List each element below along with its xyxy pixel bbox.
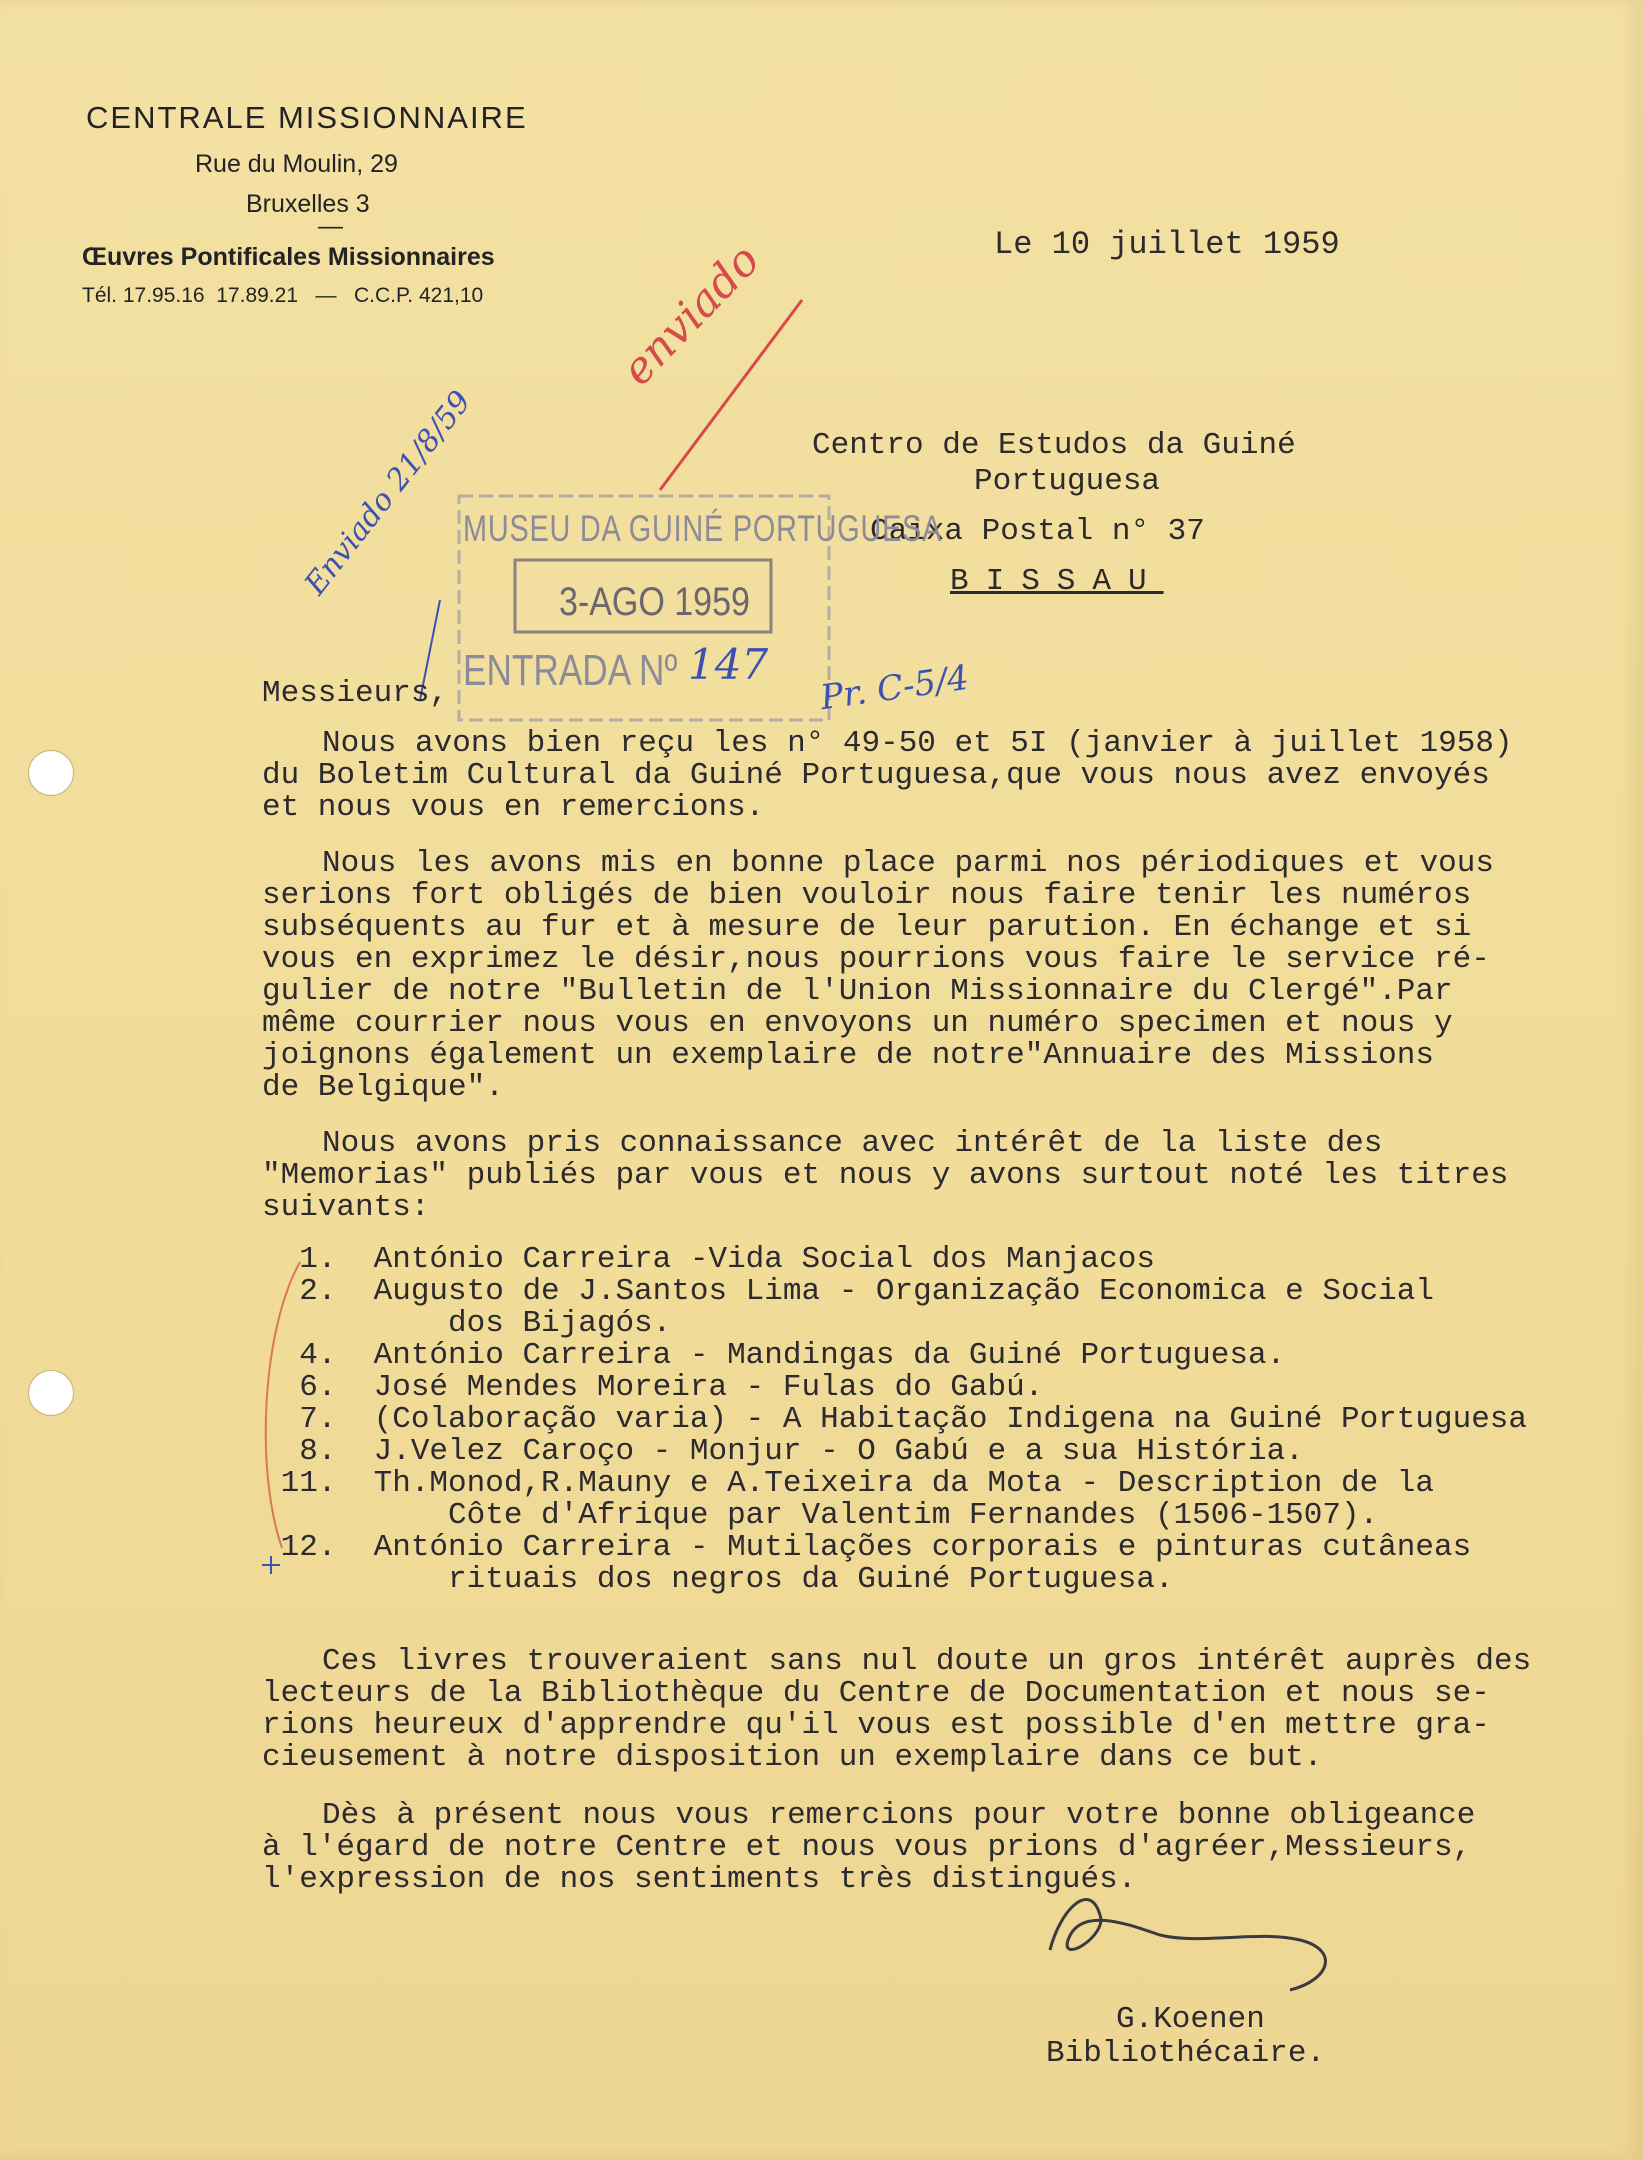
letterhead-street: Rue du Moulin, 29 xyxy=(195,150,398,178)
handwritten-enviado: enviado xyxy=(612,234,770,396)
recipient-line: Centro de Estudos da Guiné xyxy=(812,428,1296,463)
paragraph xyxy=(262,728,1642,824)
list-item: Côte d'Afrique par Valentim Fernandes (1506-1507). xyxy=(262,1498,1379,1533)
handwritten-date: Enviado 21/8/59 xyxy=(298,384,479,602)
letterhead-city: Bruxelles 3 xyxy=(246,190,370,218)
letterhead-subtitle: Œuvres Pontificales Missionnaires xyxy=(82,243,495,271)
recipient-line: Portuguesa xyxy=(974,464,1161,499)
list-item: 1. António Carreira -Vida Social dos Manjacos xyxy=(262,1242,1155,1277)
stamp-date-text: 3-AGO 1959 xyxy=(559,580,750,624)
paragraph-line: gulier de notre "Bulletin de l'Union Missionnaire du Clergé".Par xyxy=(262,974,1453,1009)
recipient-city: BISSAU xyxy=(950,564,1164,599)
list-item: 12. António Carreira - Mutilações corporais e pinturas cutâneas xyxy=(262,1530,1472,1565)
paragraph-line: Nous avons bien reçu les n° 49-50 et 5I (janvier à juillet 1958) xyxy=(322,726,1513,761)
paragraph-line: serions fort obligés de bien vouloir nous faire tenir les numéros xyxy=(262,878,1472,913)
list-item: 7. (Colaboração varia) - A Habitação Indigena na Guiné Portuguesa xyxy=(262,1402,1528,1437)
paragraph-line: à l'égard de notre Centre et nous vous prions d'agréer,Messieurs, xyxy=(262,1830,1472,1865)
paragraph-line: lecteurs de la Bibliothèque du Centre de Documentation et nous se- xyxy=(262,1676,1490,1711)
list-item: 2. Augusto de J.Santos Lima - Organização Economica e Social xyxy=(262,1274,1434,1309)
paragraph-line: suivants: xyxy=(262,1190,430,1225)
paragraph-line: du Boletim Cultural da Guiné Portuguesa,que vous nous avez envoyés xyxy=(262,758,1490,793)
paragraph xyxy=(262,1800,1642,1896)
paragraph-line: même courrier nous vous en envoyons un numéro specimen et nous y xyxy=(262,1006,1453,1041)
signatory-title: Bibliothécaire. xyxy=(1046,2036,1326,2071)
salutation: Messieurs, xyxy=(262,676,449,711)
letterhead-dash: — xyxy=(318,212,343,240)
list-item: 8. J.Velez Caroço - Monjur - O Gabú e a sua História. xyxy=(262,1434,1304,1469)
paragraph-line: Nous avons pris connaissance avec intérêt de la liste des xyxy=(322,1126,1383,1161)
paragraph xyxy=(262,848,1642,1104)
list-item: dos Bijagós. xyxy=(262,1306,672,1341)
recipient-line: Caixa Postal n° 37 xyxy=(870,514,1205,549)
stamp-museum-text: MUSEU DA GUINÉ PORTUGUESA xyxy=(463,508,943,549)
list-item: 6. José Mendes Moreira - Fulas do Gabú. xyxy=(262,1370,1044,1405)
signatory-name: G.Koenen xyxy=(1116,2002,1265,2037)
handwritten-reference: Pr. C-5/4 xyxy=(817,657,972,719)
punch-hole xyxy=(28,1370,74,1416)
list-item: rituais dos negros da Guiné Portuguesa. xyxy=(262,1562,1174,1597)
stamp-entrada-text: ENTRADA Nº xyxy=(463,646,678,695)
paragraph-line: subséquents au fur et à mesure de leur parution. En échange et si xyxy=(262,910,1472,945)
handwritten-entrada-number: 147 xyxy=(688,640,769,689)
book-list xyxy=(262,1244,1527,1596)
paragraph-line: Dès à présent nous vous remercions pour votre bonne obligeance xyxy=(322,1798,1476,1833)
paragraph-line: cieusement à notre disposition un exemplaire dans ce but. xyxy=(262,1740,1323,1775)
paragraph-line: de Belgique". xyxy=(262,1070,504,1105)
signature-scribble xyxy=(1050,1900,1325,1990)
letterhead-contact: Tél. 17.95.16 17.89.21 — C.C.P. 421,10 xyxy=(82,284,484,307)
letterhead xyxy=(82,100,582,308)
paragraph-line: vous en exprimez le désir,nous pourrions vous faire le service ré- xyxy=(262,942,1490,977)
list-item: 4. António Carreira - Mandingas da Guiné Portuguesa. xyxy=(262,1338,1286,1373)
paragraph-line: Nous les avons mis en bonne place parmi nos périodiques et vous xyxy=(322,846,1494,881)
list-item: 11. Th.Monod,R.Mauny e A.Teixeira da Mota - Description de la xyxy=(262,1466,1434,1501)
paragraph-line: Ces livres trouveraient sans nul doute un gros intérêt auprès des xyxy=(322,1644,1532,1679)
paragraph-line: et nous vous en remercions. xyxy=(262,790,765,825)
paragraph-line: l'expression de nos sentiments très distingués. xyxy=(262,1862,1137,1897)
letter-date: Le 10 juillet 1959 xyxy=(994,226,1340,263)
paragraph-line: rions heureux d'apprendre qu'il vous est possible d'en mettre gra- xyxy=(262,1708,1490,1743)
paragraph xyxy=(262,1128,1642,1224)
letterhead-org: CENTRALE MISSIONNAIRE xyxy=(86,100,528,135)
punch-hole xyxy=(28,750,74,796)
paragraph xyxy=(262,1646,1642,1774)
paragraph-line: "Memorias" publiés par vous et nous y avons surtout noté les titres xyxy=(262,1158,1509,1193)
paragraph-line: joignons également un exemplaire de notre"Annuaire des Missions xyxy=(262,1038,1434,1073)
